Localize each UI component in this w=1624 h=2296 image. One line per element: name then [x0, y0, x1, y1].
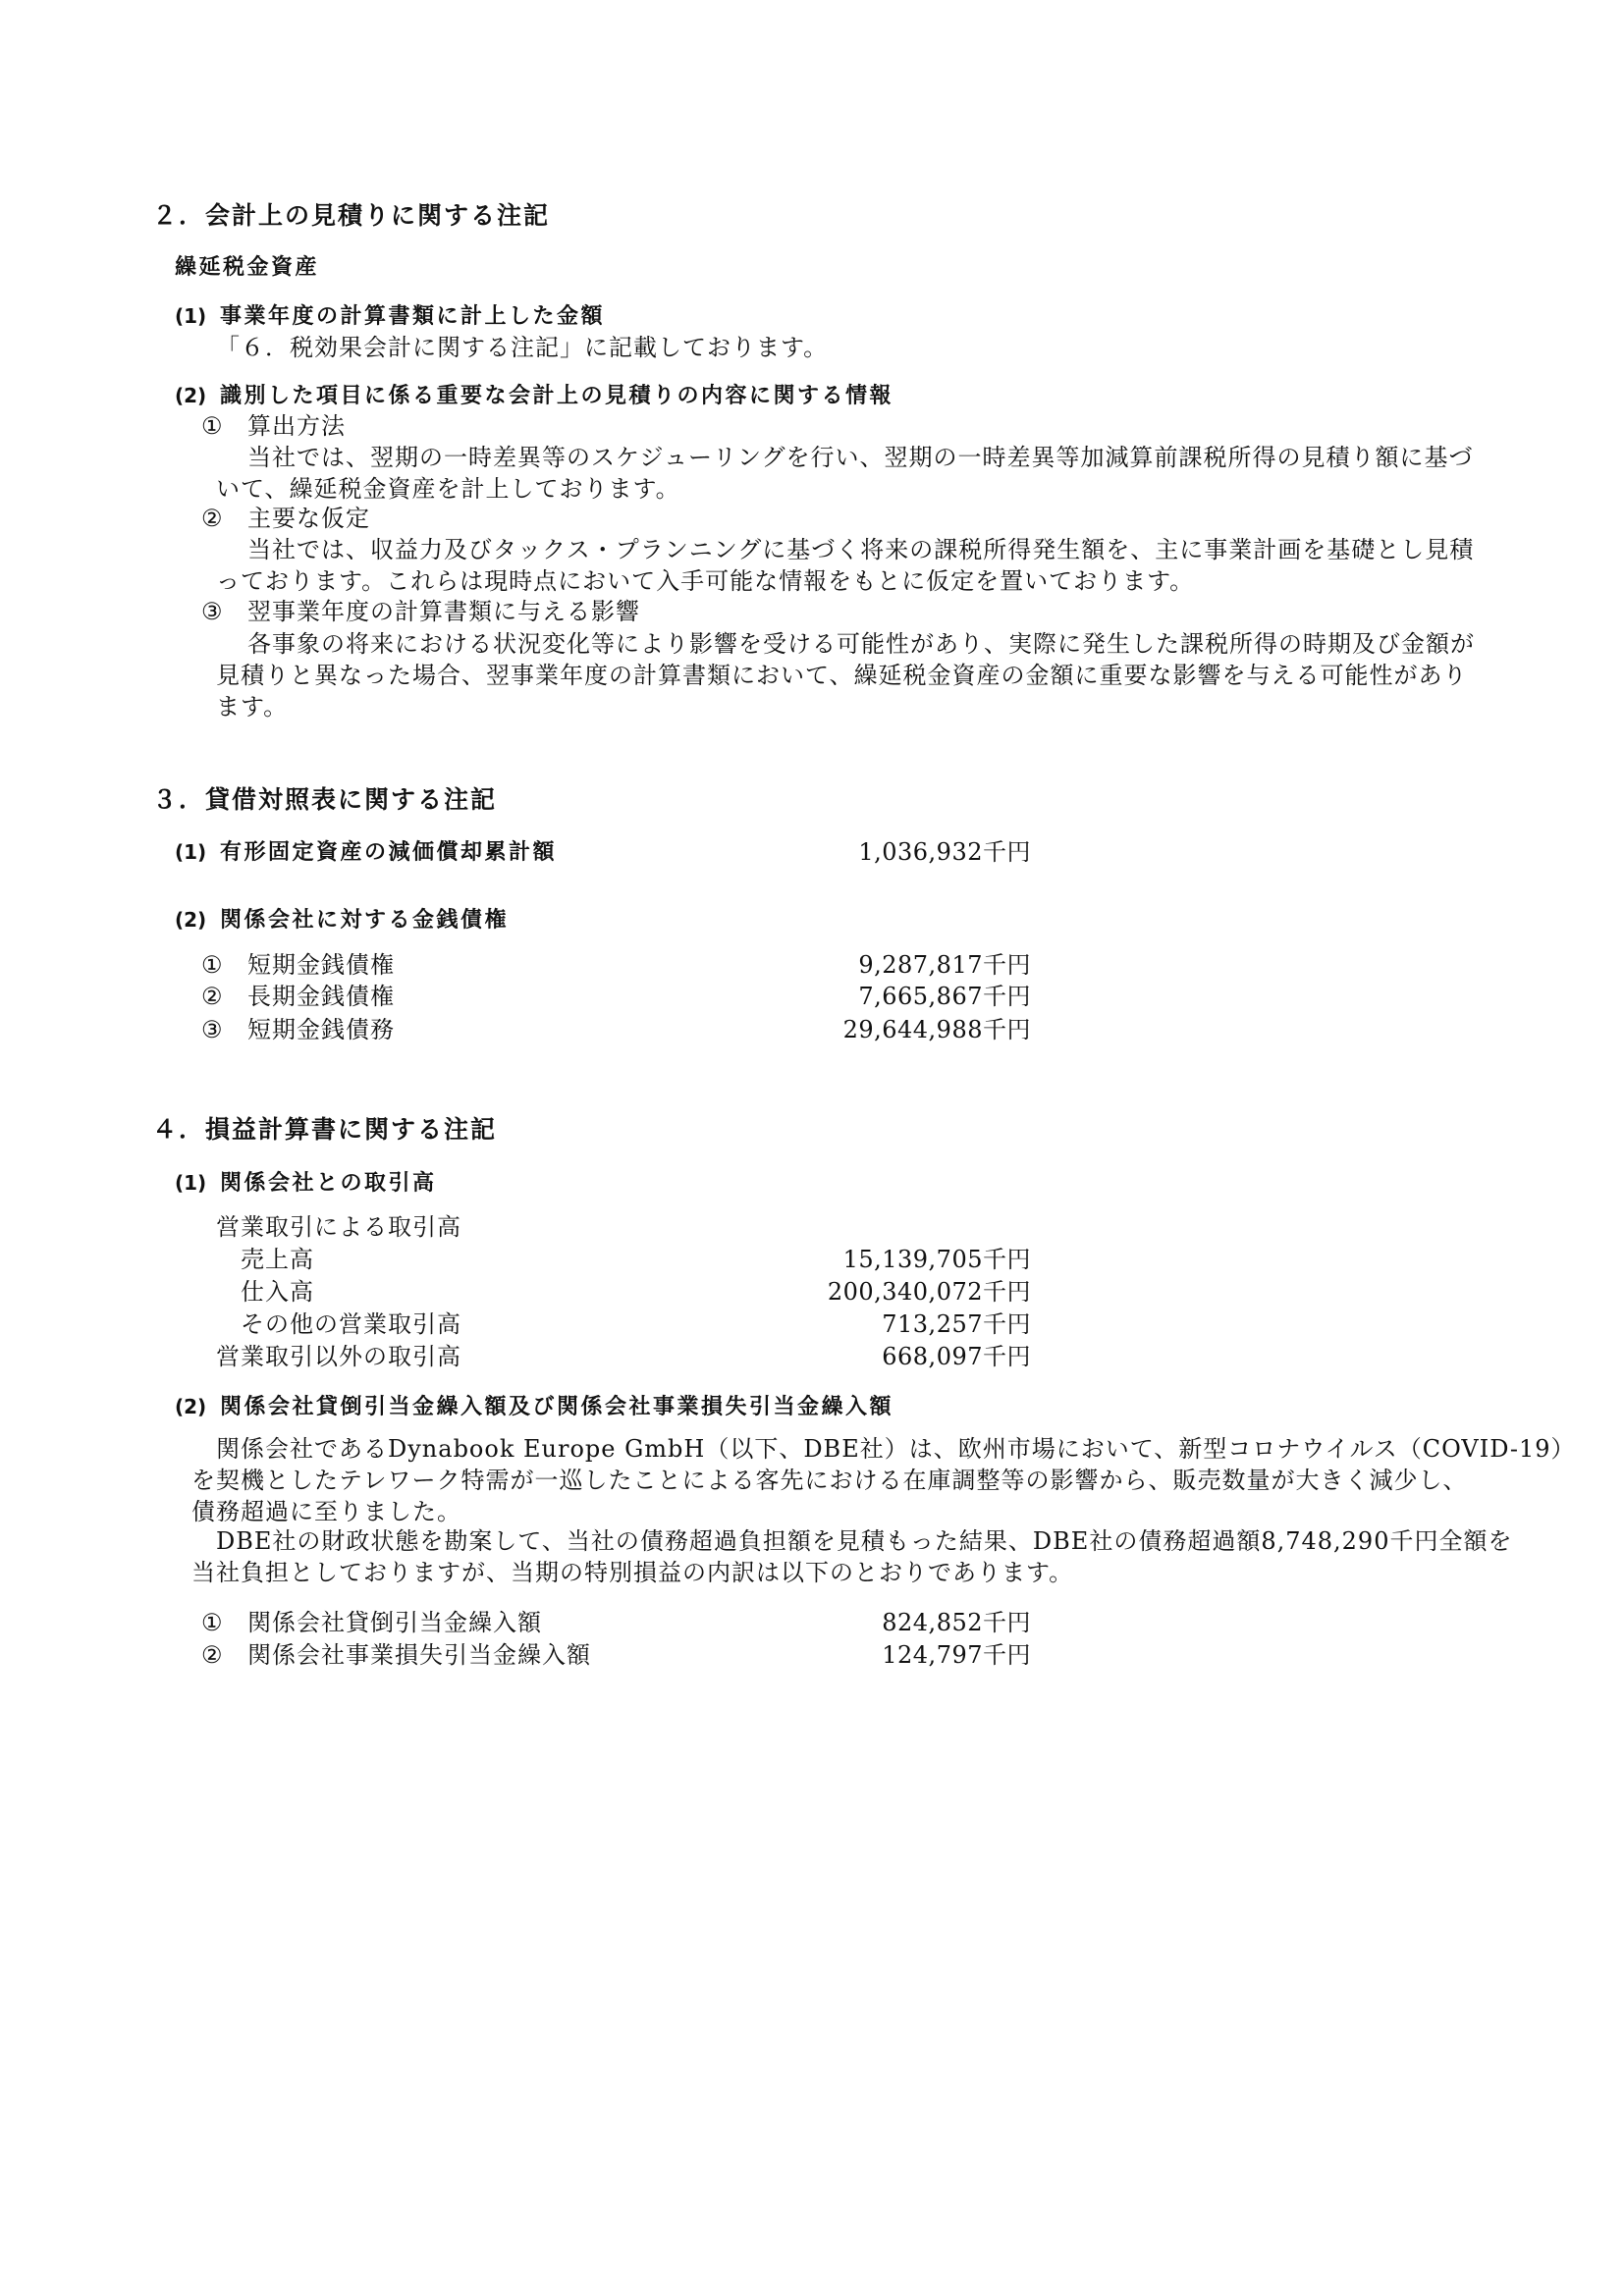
amount-row-label: [201, 1639, 591, 1671]
item-heading: [175, 1391, 893, 1422]
paragraph-line: 見積りと異なった場合、翌事業年度の計算書類において、繰延税金資産の金額に重要な影響を与える可能性があり: [216, 662, 1468, 689]
amount-label: 長期金銭債権: [247, 983, 395, 1010]
paragraph-line: 各事象の将来における状況変化等により影響を受ける可能性があり、実際に発生した課税所得の時期及び金額が: [247, 630, 1475, 658]
item-heading: [175, 904, 509, 935]
amount-value: 7,665,867千円: [858, 983, 1031, 1010]
item-number: (2): [175, 384, 207, 407]
amount-label: その他の営業取引高: [241, 1310, 461, 1338]
circled-number: ①: [201, 412, 223, 440]
paragraph-line: を契機としたテレワーク特需が一巡したことによる客先における在庫調整等の影響から、販売数量が大きく減少し、: [191, 1467, 1468, 1494]
item-number: (1): [175, 1171, 207, 1195]
item-number: (1): [175, 840, 207, 864]
amount-row-label: [201, 981, 395, 1012]
paragraph-line: 「６．税効果会計に関する注記」に記載しております。: [216, 334, 829, 361]
circled-number: ①: [201, 951, 223, 979]
circled-number: ②: [201, 1641, 223, 1669]
item-heading: [175, 1167, 437, 1199]
paragraph-line: 当社では、翌期の一時差異等のスケジューリングを行い、翌期の一時差異等加減算前課税所得の見積り額に基づ: [247, 444, 1474, 471]
circled-number: ③: [201, 1016, 223, 1043]
item-number: (1): [175, 304, 207, 328]
paragraph-line: 当社負担としておりますが、当期の特別損益の内訳は以下のとおりであります。: [191, 1559, 1074, 1586]
sub-item-heading: [201, 503, 370, 534]
paragraph-line: っております。これらは現時点において入手可能な情報をもとに仮定を置いております。: [216, 567, 1195, 595]
amount-value: 15,139,705千円: [842, 1246, 1031, 1273]
section-heading-balance-sheet: ３．貸借対照表に関する注記: [152, 785, 498, 814]
amount-value: 824,852千円: [882, 1609, 1031, 1636]
paragraph-line: 当社では、収益力及びタックス・プランニングに基づく将来の課税所得発生額を、主に事業計画を基礎とし見積: [247, 536, 1475, 563]
item-heading: [175, 836, 557, 868]
circled-number: ②: [201, 505, 223, 532]
amount-value: 1,036,932千円: [858, 838, 1031, 866]
sub-item-heading: [201, 596, 640, 627]
section-heading-income-statement: ４．損益計算書に関する注記: [152, 1115, 498, 1144]
paragraph-line: 債務超過に至りました。: [191, 1498, 461, 1525]
item-title: 関係会社に対する金銭債権: [220, 908, 510, 933]
circled-number: ③: [201, 598, 223, 625]
amount-value: 9,287,817千円: [858, 951, 1031, 979]
paragraph-line: いて、繰延税金資産を計上しております。: [216, 475, 680, 503]
amount-label: 短期金銭債務: [247, 1016, 395, 1043]
amount-value: 29,644,988千円: [842, 1016, 1031, 1043]
sub-item-title: 翌事業年度の計算書類に与える影響: [247, 598, 640, 625]
item-title: 関係会社との取引高: [220, 1171, 437, 1196]
circled-number: ①: [201, 1609, 223, 1636]
group-label: 営業取引による取引高: [216, 1213, 461, 1241]
paragraph-line: ます。: [216, 693, 289, 721]
amount-row-label: [201, 1607, 542, 1638]
item-title: 関係会社貸倒引当金繰入額及び関係会社事業損失引当金繰入額: [220, 1395, 894, 1419]
amount-value: 200,340,072千円: [827, 1278, 1031, 1306]
amount-label: 営業取引以外の取引高: [216, 1343, 461, 1370]
amount-label: 仕入高: [241, 1278, 314, 1306]
subject-heading: 繰延税金資産: [175, 255, 320, 280]
amount-value: 124,797千円: [882, 1641, 1031, 1669]
item-title: 有形固定資産の減価償却累計額: [220, 840, 558, 865]
paragraph-line: 関係会社であるDynabook Europe GmbH（以下、DBE社）は、欧州市場において、新型コロナウイルス（COVID-19）: [216, 1435, 1576, 1463]
amount-value: 713,257千円: [882, 1310, 1031, 1338]
circled-number: ②: [201, 983, 223, 1010]
amount-label: 売上高: [241, 1246, 314, 1273]
item-heading: [175, 300, 605, 332]
amount-label: 関係会社貸倒引当金繰入額: [247, 1609, 542, 1636]
amount-label: 短期金銭債権: [247, 951, 395, 979]
item-title: 事業年度の計算書類に計上した金額: [220, 304, 606, 329]
amount-row-label: [201, 949, 395, 981]
section-heading-accounting-estimates: ２．会計上の見積りに関する注記: [152, 201, 551, 230]
item-number: (2): [175, 1395, 207, 1418]
item-heading: [175, 380, 893, 411]
item-number: (2): [175, 908, 207, 932]
amount-row-label: [201, 1014, 395, 1045]
sub-item-heading: [201, 410, 346, 442]
sub-item-title: 主要な仮定: [247, 505, 370, 532]
amount-label: 関係会社事業損失引当金繰入額: [247, 1641, 591, 1669]
item-title: 識別した項目に係る重要な会計上の見積りの内容に関する情報: [220, 384, 894, 408]
amount-value: 668,097千円: [882, 1343, 1031, 1370]
paragraph-line: DBE社の財政状態を勘案して、当社の債務超過負担額を見積もった結果、DBE社の債務超過額8,748,290千円全額を: [216, 1527, 1513, 1555]
sub-item-title: 算出方法: [247, 412, 346, 440]
